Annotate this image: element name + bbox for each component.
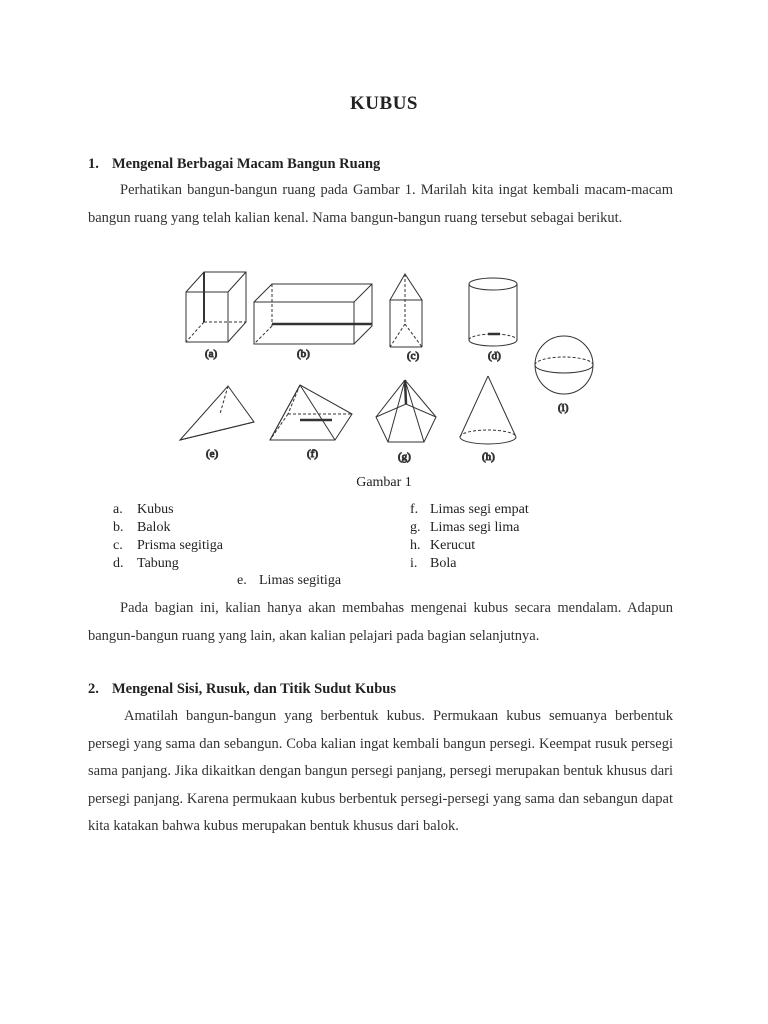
list-item-extra <box>237 573 341 589</box>
figure-label-f: (f) <box>307 448 318 460</box>
section-1-number: 1. <box>88 156 99 172</box>
list-marker: e. <box>237 573 247 588</box>
sphere-shape <box>535 336 593 394</box>
figure-caption: Gambar 1 <box>356 475 412 490</box>
list-item <box>113 537 223 555</box>
figure-label-d: (d) <box>488 350 501 362</box>
figure-label-e: (e) <box>206 448 219 460</box>
section-1-closing <box>88 595 673 650</box>
solid-shapes-figure <box>170 262 610 467</box>
section-2-number: 2. <box>88 681 99 697</box>
list-item <box>410 555 529 573</box>
list-text: Kerucut <box>430 538 476 553</box>
pentagonal-pyramid-shape <box>376 380 436 442</box>
figure-label-a: (a) <box>205 348 218 360</box>
section-1-intro-text: Perhatikan bangun-bangun ruang pada Gambar 1. Marilah kita ingat kembali macam-macam bangun ruang yang telah kalian kenal. Nama bangun-bangun ruang tersebut sebagai berikut. <box>88 182 673 226</box>
list-item <box>410 519 529 537</box>
figure-label-h: (h) <box>482 451 495 463</box>
list-marker: f. <box>410 502 419 517</box>
figure-label-c: (c) <box>407 350 420 362</box>
section-2-body <box>88 703 673 841</box>
shape-list-right <box>410 501 529 573</box>
cuboid-shape <box>254 284 372 344</box>
list-item <box>410 537 529 555</box>
list-text: Limas segi lima <box>430 520 520 535</box>
figure-label-b: (b) <box>297 348 310 360</box>
section-1-title: Mengenal Berbagai Macam Bangun Ruang <box>112 156 381 172</box>
list-text: Balok <box>137 520 171 535</box>
square-pyramid-shape <box>270 385 352 440</box>
list-item <box>113 501 223 519</box>
list-marker: b. <box>113 520 124 535</box>
list-text: Limas segi empat <box>430 502 529 517</box>
section-1-closing-text: Pada bagian ini, kalian hanya akan membahas mengenai kubus secara mendalam. Adapun bangun-bangun ruang yang lain, akan kalian pelajari pada bagian selanjutnya. <box>88 600 673 644</box>
figure-label-i: (i) <box>558 402 569 414</box>
list-text: Prisma segitiga <box>137 538 223 553</box>
shape-list-left <box>113 501 223 573</box>
section-2-heading <box>88 681 396 698</box>
list-marker: a. <box>113 502 123 517</box>
cube-shape <box>186 272 246 342</box>
list-marker: d. <box>113 556 124 571</box>
list-marker: i. <box>410 556 418 571</box>
list-marker: g. <box>410 520 421 535</box>
section-2-title: Mengenal Sisi, Rusuk, dan Titik Sudut Kubus <box>112 681 396 697</box>
section-2-body-text: Amatilah bangun-bangun yang berbentuk kubus. Permukaan kubus semuanya berbentuk persegi yang sama dan sebangun. Coba kalian ingat kembali bangun persegi. Keempat rusuk persegi sama panjang. Jika dikaitkan dengan bangun persegi panjang, persegi merupakan bentuk khusus dari persegi panjang. Karena permukaan kubus berbentuk persegi-persegi yang sama dan sebangun dapat kita katakan bahwa kubus merupakan bentuk khusus dari balok. <box>88 708 673 834</box>
page-title: KUBUS <box>350 93 418 114</box>
triangular-prism-shape <box>390 274 422 347</box>
triangular-pyramid-shape <box>180 386 254 440</box>
list-item <box>410 501 529 519</box>
list-item <box>113 519 223 537</box>
section-1-heading <box>88 156 380 173</box>
cone-shape <box>460 376 516 444</box>
section-1-intro <box>88 177 673 232</box>
list-text: Limas segitiga <box>259 573 342 588</box>
list-item <box>113 555 223 573</box>
list-marker: c. <box>113 538 123 553</box>
list-text: Tabung <box>137 556 179 571</box>
list-text: Bola <box>430 556 457 571</box>
list-text: Kubus <box>137 502 174 517</box>
cylinder-shape <box>469 278 517 346</box>
list-marker: h. <box>410 538 421 553</box>
figure-label-g: (g) <box>398 451 411 463</box>
